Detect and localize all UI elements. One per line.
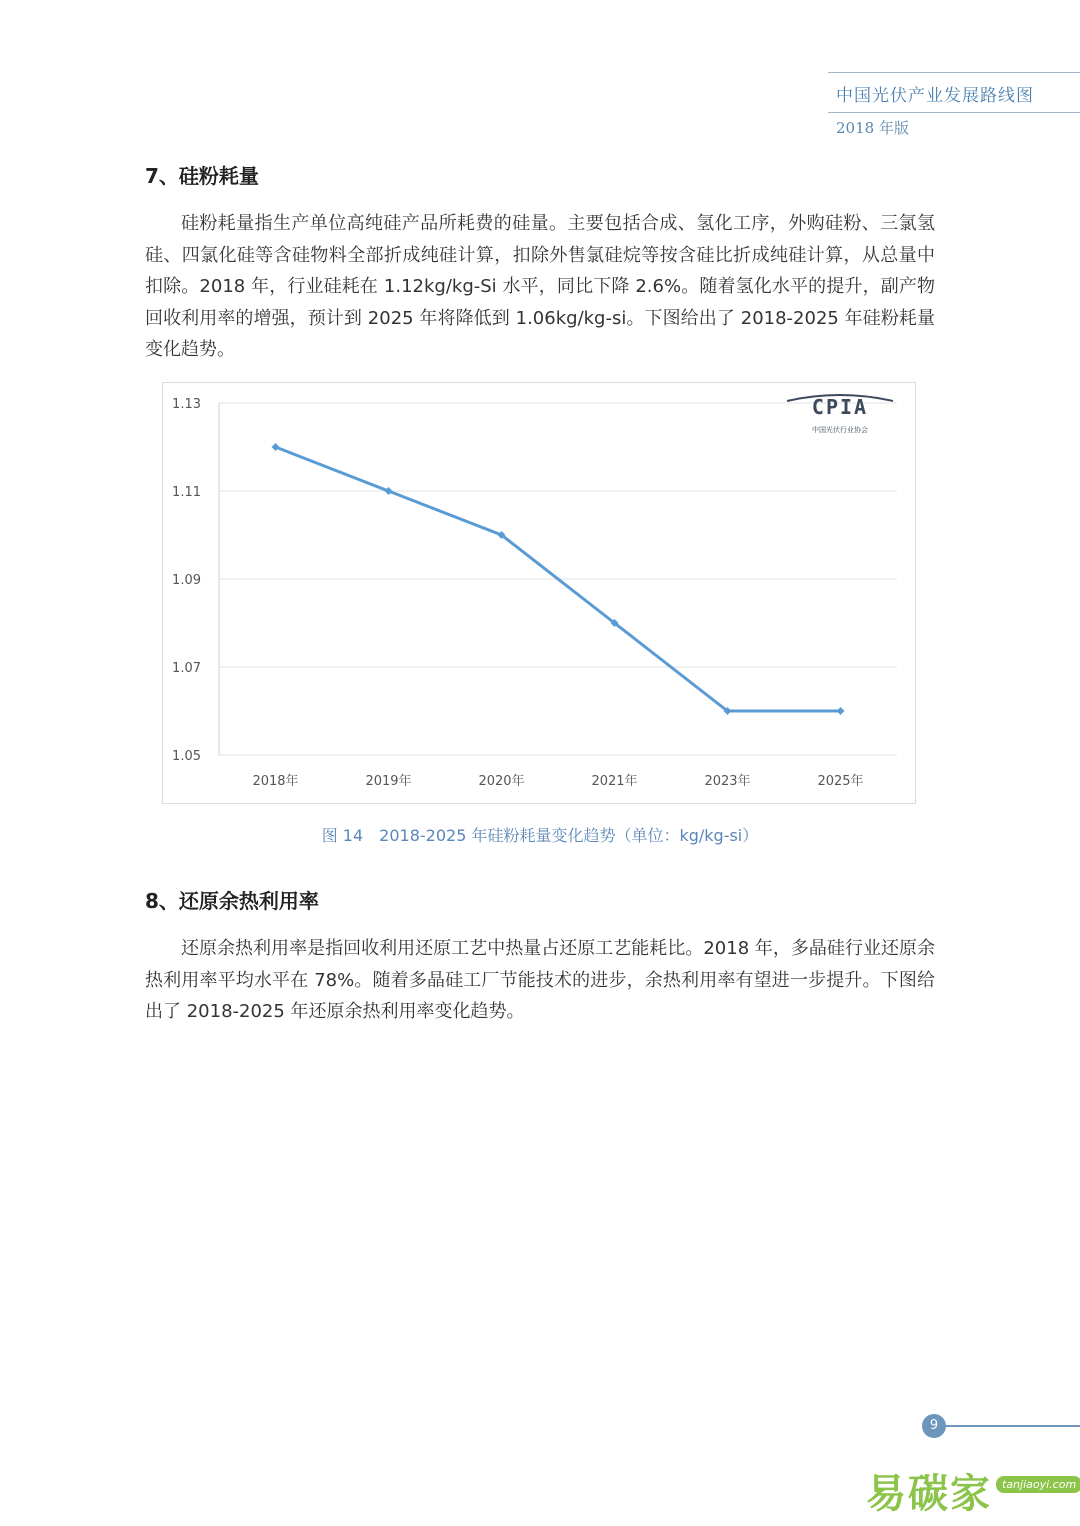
- chart-svg: [163, 383, 915, 803]
- cpia-logo-swoosh-icon: [785, 393, 895, 403]
- section-7-heading: 7、硅粉耗量: [145, 164, 259, 188]
- cpia-logo-subtext: 中国光伏行业协会: [812, 426, 868, 434]
- y-tick-label: 1.07: [172, 661, 201, 676]
- x-tick-label: 2019年: [365, 774, 412, 789]
- section-7-paragraph: 硅粉耗量指生产单位高纯硅产品所耗费的硅量。主要包括合成、氢化工序，外购硅粉、三氯氢硅、四氯化硅等含硅物料全部折成纯硅计算，扣除外售氯硅烷等按含硅比折成纯硅计算，从总量中扣除。2018 年，行业硅耗在 1.12kg/kg-Si 水平，同比下降 2.6%。随着氢化水平的提升，副产物回收利用率的增强，预计到 2025 年将降低到 1.06kg/kg-si。下图给出了 2018-2025 年硅粉耗量变化趋势。: [145, 213, 935, 360]
- x-tick-label: 2018年: [252, 774, 299, 789]
- y-tick-label: 1.09: [172, 573, 201, 588]
- x-tick-label: 2025年: [817, 774, 864, 789]
- x-tick-label: 2023年: [704, 774, 751, 789]
- y-tick-label: 1.13: [172, 397, 201, 412]
- x-tick-label: 2020年: [478, 774, 525, 789]
- cpia-logo-text: CPIA: [811, 395, 869, 419]
- watermark-text: 易碳家: [866, 1471, 992, 1517]
- page-number: 9: [922, 1414, 946, 1438]
- running-header: [828, 72, 1080, 138]
- data-point: [272, 443, 280, 451]
- header-title: 中国光伏产业发展路线图: [836, 86, 1034, 106]
- y-tick-label: 1.05: [172, 749, 201, 764]
- data-point: [385, 487, 393, 495]
- page-number-rule: [945, 1425, 1080, 1427]
- y-tick-label: 1.11: [172, 485, 201, 500]
- figure-caption: 图 14 2018-2025 年硅粉耗量变化趋势（单位：kg/kg-si）: [321, 826, 759, 845]
- watermark-url: tanjiaoyi.com: [996, 1476, 1080, 1493]
- section-8-paragraph: 还原余热利用率是指回收利用还原工艺中热量占还原工艺能耗比。2018 年，多晶硅行业还原余热利用率平均水平在 78%。随着多晶硅工厂节能技术的进步，余热利用率有望进一步提升。下图给出了 2018-2025 年还原余热利用率变化趋势。: [145, 938, 935, 1022]
- x-tick-label: 2021年: [591, 774, 638, 789]
- data-point: [837, 707, 845, 715]
- section-8-heading: 8、还原余热利用率: [145, 889, 319, 913]
- watermark: [866, 1462, 1077, 1519]
- header-subtitle: 2018 年版: [836, 119, 909, 137]
- cpia-logo: [785, 395, 895, 435]
- line-chart: [162, 382, 916, 804]
